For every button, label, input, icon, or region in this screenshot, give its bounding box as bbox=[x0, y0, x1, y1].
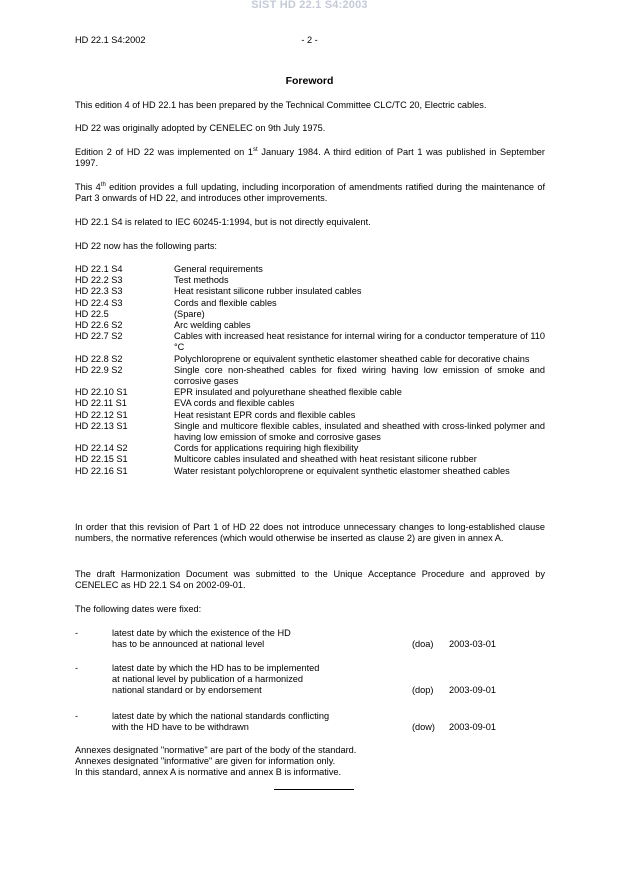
part-description: Polychloroprene or equivalent synthetic elastomer sheathed cable for decorative chains bbox=[174, 353, 530, 364]
part-code: HD 22.14 S2 bbox=[75, 443, 128, 454]
paragraph-clause-numbers: In order that this revision of Part 1 of HD 22 does not introduce unnecessary changes to long-established clause numbers, the normative references (which would otherwise be inserted as clause 2) are given in annex A. bbox=[75, 522, 545, 544]
annex-note-informative: Annexes designated "informative" are given for information only. bbox=[75, 756, 336, 767]
date-abbr: (doa) bbox=[412, 639, 434, 649]
part-code: HD 22.2 S3 bbox=[75, 275, 123, 286]
paragraph-iec-relation: HD 22.1 S4 is related to IEC 60245-1:1994, but is not directly equivalent. bbox=[75, 217, 371, 227]
date-row-dop bbox=[75, 663, 545, 697]
date-row-dow bbox=[75, 711, 545, 733]
paragraph-adoption: HD 22 was originally adopted by CENELEC on 9th July 1975. bbox=[75, 123, 326, 133]
part-row bbox=[75, 286, 545, 297]
part-row bbox=[75, 398, 545, 409]
part-row bbox=[75, 309, 545, 320]
part-code: HD 22.3 S3 bbox=[75, 286, 123, 297]
part-description: Water resistant polychloroprene or equivalent synthetic elastomer sheathed cables bbox=[174, 465, 510, 476]
list-dash: - bbox=[75, 711, 79, 721]
part-description: Multicore cables insulated and sheathed with heat resistant silicone rubber bbox=[174, 454, 477, 465]
part-row bbox=[75, 466, 545, 477]
part-code: HD 22.16 S1 bbox=[75, 465, 128, 476]
part-code: HD 22.8 S2 bbox=[75, 353, 123, 364]
part-description: Cords and flexible cables bbox=[174, 297, 277, 308]
date-row-doa bbox=[75, 628, 545, 650]
annex-note-normative: Annexes designated "normative" are part of the body of the standard. bbox=[75, 745, 357, 755]
parts-list bbox=[75, 264, 545, 477]
paragraph-edition: This edition 4 of HD 22.1 has been prepared by the Technical Committee CLC/TC 20, Electric cables. bbox=[75, 100, 487, 110]
date-description: latest date by which the existence of the HD has to be announced at national level bbox=[112, 628, 291, 650]
part-row bbox=[75, 354, 545, 365]
page-title: Foreword bbox=[285, 75, 334, 87]
date-description: latest date by which the national standards conflicting with the HD have to be withdrawn bbox=[112, 711, 330, 733]
part-description: (Spare) bbox=[174, 308, 205, 319]
part-code: HD 22.9 S2 bbox=[75, 364, 123, 375]
annex-note-this-standard: In this standard, annex A is normative and annex B is informative. bbox=[75, 767, 342, 778]
part-code: HD 22.15 S1 bbox=[75, 454, 128, 465]
part-code: HD 22.13 S1 bbox=[75, 420, 128, 431]
paragraph-edition-4: This 4th edition provides a full updating, including incorporation of amendments ratified during the maintenance of Part 3 onwards of HD 22, and introduces other improvements. bbox=[75, 181, 545, 204]
part-row bbox=[75, 410, 545, 421]
part-row bbox=[75, 443, 545, 454]
list-dash: - bbox=[75, 628, 79, 638]
document-id: HD 22.1 S4:2002 bbox=[75, 35, 146, 45]
part-row bbox=[75, 387, 545, 398]
part-description: Test methods bbox=[174, 275, 229, 286]
part-row bbox=[75, 454, 545, 465]
part-row bbox=[75, 298, 545, 309]
date-value: 2003-09-01 bbox=[449, 685, 496, 695]
page-number: - 2 - bbox=[301, 35, 318, 45]
paragraph-dates-intro: The following dates were fixed: bbox=[75, 604, 202, 614]
part-row bbox=[75, 264, 545, 275]
part-code: HD 22.11 S1 bbox=[75, 398, 127, 409]
part-code: HD 22.12 S1 bbox=[75, 409, 128, 420]
part-description: EPR insulated and polyurethane sheathed flexible cable bbox=[174, 387, 402, 398]
date-abbr: (dow) bbox=[412, 722, 435, 732]
part-description: General requirements bbox=[174, 264, 263, 274]
part-description: Heat resistant silicone rubber insulated cables bbox=[174, 286, 362, 297]
part-row bbox=[75, 320, 545, 331]
part-code: HD 22.6 S2 bbox=[75, 320, 123, 331]
part-description: Cords for applications requiring high flexibility bbox=[174, 443, 359, 454]
paragraph-uap: The draft Harmonization Document was submitted to the Unique Acceptance Procedure and approved by CENELEC as HD 22.1 S4 on 2002-09-01. bbox=[75, 569, 545, 591]
date-abbr: (dop) bbox=[412, 685, 434, 695]
part-row bbox=[75, 421, 545, 443]
annex-notes bbox=[75, 745, 545, 779]
part-description: EVA cords and flexible cables bbox=[174, 398, 295, 409]
part-code: HD 22.4 S3 bbox=[75, 297, 123, 308]
part-code: HD 22.5 bbox=[75, 308, 109, 319]
watermark: SIST HD 22.1 S4:2003 bbox=[251, 0, 368, 11]
part-row bbox=[75, 365, 545, 387]
part-row bbox=[75, 275, 545, 286]
end-rule bbox=[274, 789, 354, 790]
date-value: 2003-03-01 bbox=[449, 639, 496, 649]
part-code: HD 22.10 S1 bbox=[75, 387, 128, 398]
paragraph-edition-2: Edition 2 of HD 22 was implemented on 1st January 1984. A third edition of Part 1 was published in September 1997. bbox=[75, 146, 545, 169]
part-description: Single core non-sheathed cables for fixed wiring having low emission of smoke and corrosive gases bbox=[174, 364, 545, 387]
list-dash: - bbox=[75, 663, 79, 673]
part-row bbox=[75, 331, 545, 353]
date-description: latest date by which the HD has to be implemented at national level by publication of a harmonized national standard or by endorsement bbox=[112, 663, 320, 696]
date-value: 2003-09-01 bbox=[449, 722, 496, 732]
part-code: HD 22.1 S4 bbox=[75, 264, 123, 274]
part-code: HD 22.7 S2 bbox=[75, 331, 123, 342]
part-description: Arc welding cables bbox=[174, 320, 251, 331]
paragraph-parts-intro: HD 22 now has the following parts: bbox=[75, 241, 217, 251]
part-description: Cables with increased heat resistance for internal wiring for a conductor temperature of 110 °C bbox=[174, 331, 545, 353]
part-description: Heat resistant EPR cords and flexible cables bbox=[174, 409, 356, 420]
part-description: Single and multicore flexible cables, insulated and sheathed with cross-linked polymer and having low emission of smoke and corrosive gases bbox=[174, 420, 545, 443]
